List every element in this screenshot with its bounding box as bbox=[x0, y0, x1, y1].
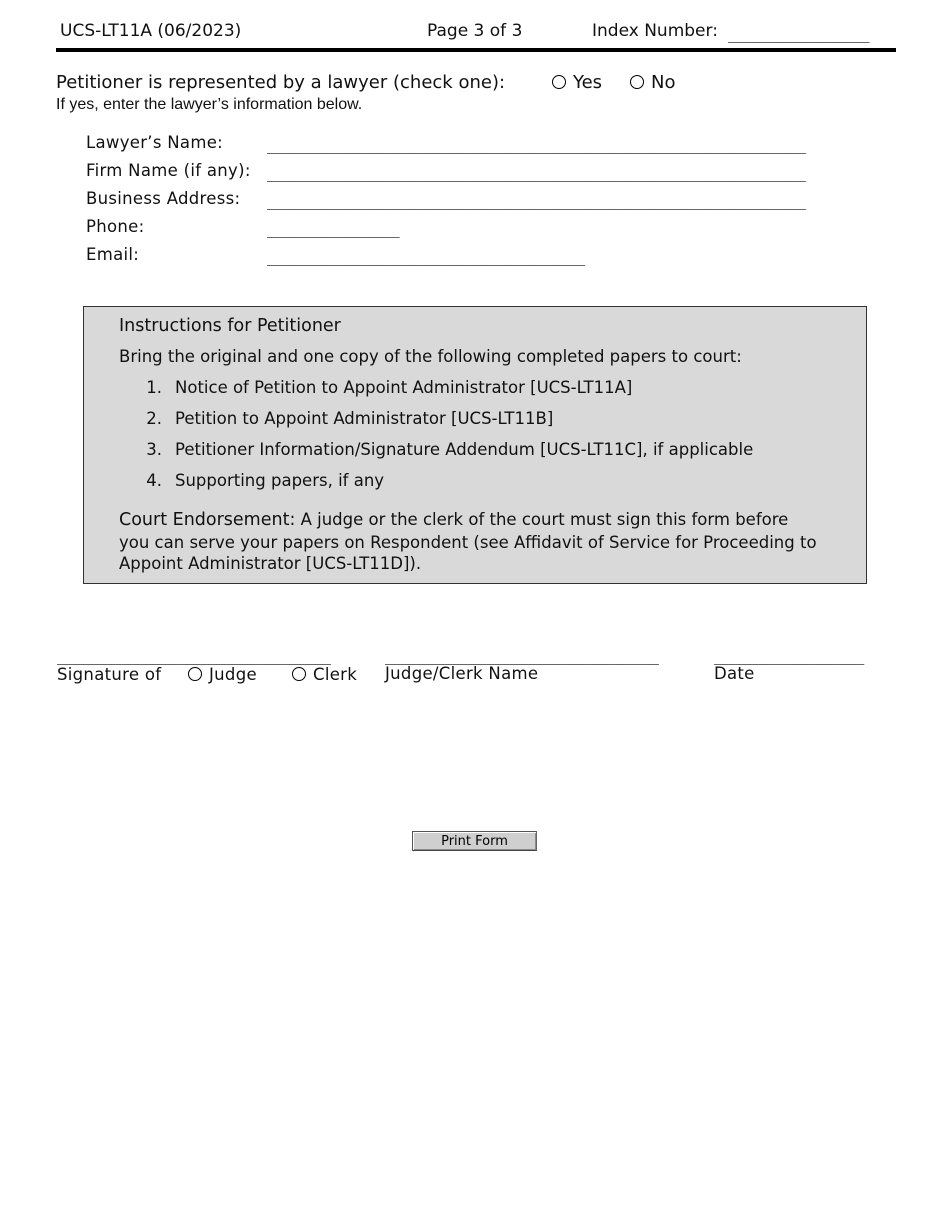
judge-clerk-name-line[interactable]: _______________________________ bbox=[385, 647, 659, 665]
list-item-text: Petition to Appoint Administrator [UCS-LT11B] bbox=[175, 409, 554, 428]
lawyer-question: Petitioner is represented by a lawyer (check one): bbox=[56, 72, 506, 93]
lawyer-no-option[interactable] bbox=[630, 72, 675, 93]
clerk-label: Clerk bbox=[313, 665, 358, 684]
date-line[interactable]: _________________ bbox=[714, 647, 865, 665]
list-item bbox=[138, 471, 384, 490]
list-item-number: 4. bbox=[146, 471, 162, 490]
yes-radio[interactable] bbox=[552, 75, 566, 89]
judge-radio[interactable] bbox=[188, 667, 202, 681]
phone-field[interactable]: _______________ bbox=[267, 220, 400, 238]
list-item bbox=[138, 409, 553, 428]
phone-label: Phone: bbox=[86, 217, 145, 236]
list-item-number: 1. bbox=[146, 378, 162, 397]
date-label: Date bbox=[714, 664, 755, 683]
list-item-text: Notice of Petition to Appoint Administrator [UCS-LT11A] bbox=[175, 378, 633, 397]
business-address-field[interactable]: _____________________________________________________________ bbox=[267, 192, 806, 210]
court-endorsement bbox=[119, 509, 819, 575]
clerk-radio[interactable] bbox=[292, 667, 306, 681]
no-label: No bbox=[651, 72, 676, 93]
judge-option[interactable] bbox=[188, 665, 257, 684]
yes-label: Yes bbox=[573, 72, 603, 93]
instructions-title: Instructions for Petitioner bbox=[119, 316, 341, 336]
lawyer-instruction: If yes, enter the lawyer’s information below. bbox=[56, 96, 363, 113]
list-item-number: 3. bbox=[146, 440, 162, 459]
instructions-intro: Bring the original and one copy of the following completed papers to court: bbox=[119, 347, 742, 366]
index-number-label: Index Number: bbox=[592, 21, 718, 41]
lawyer-name-field[interactable]: _____________________________________________________________ bbox=[267, 136, 806, 154]
list-item-text: Supporting papers, if any bbox=[175, 471, 385, 490]
email-label: Email: bbox=[86, 245, 140, 264]
court-endorsement-text: A judge or the clerk of the court must sign this form before you can serve your papers on Respondent (see Affidavit of Service for Proceeding to Appoint Administrator [UCS-LT11D]). bbox=[119, 510, 817, 573]
judge-clerk-name-label: Judge/Clerk Name bbox=[385, 664, 539, 683]
index-number-field[interactable]: ________________ bbox=[728, 25, 870, 43]
judge-label: Judge bbox=[209, 665, 257, 684]
print-form-button[interactable]: Print Form bbox=[412, 831, 537, 851]
firm-name-label: Firm Name (if any): bbox=[86, 161, 251, 180]
list-item bbox=[138, 378, 632, 397]
no-radio[interactable] bbox=[630, 75, 644, 89]
firm-name-field[interactable]: _____________________________________________________________ bbox=[267, 164, 806, 182]
lawyer-name-label: Lawyer’s Name: bbox=[86, 133, 224, 152]
email-field[interactable]: ____________________________________ bbox=[267, 248, 585, 266]
signature-line[interactable]: _______________________________ bbox=[57, 647, 331, 665]
header-divider bbox=[56, 48, 896, 52]
list-item-number: 2. bbox=[146, 409, 162, 428]
list-item bbox=[138, 440, 753, 459]
page-number: Page 3 of 3 bbox=[427, 21, 523, 41]
business-address-label: Business Address: bbox=[86, 189, 241, 208]
lawyer-yes-option[interactable] bbox=[552, 72, 602, 93]
list-item-text: Petitioner Information/Signature Addendum [UCS-LT11C], if applicable bbox=[175, 440, 754, 459]
court-endorsement-heading: Court Endorsement: bbox=[119, 510, 296, 530]
clerk-option[interactable] bbox=[292, 665, 357, 684]
signature-of-label: Signature of bbox=[57, 665, 162, 684]
form-id: UCS-LT11A (06/2023) bbox=[60, 21, 242, 41]
